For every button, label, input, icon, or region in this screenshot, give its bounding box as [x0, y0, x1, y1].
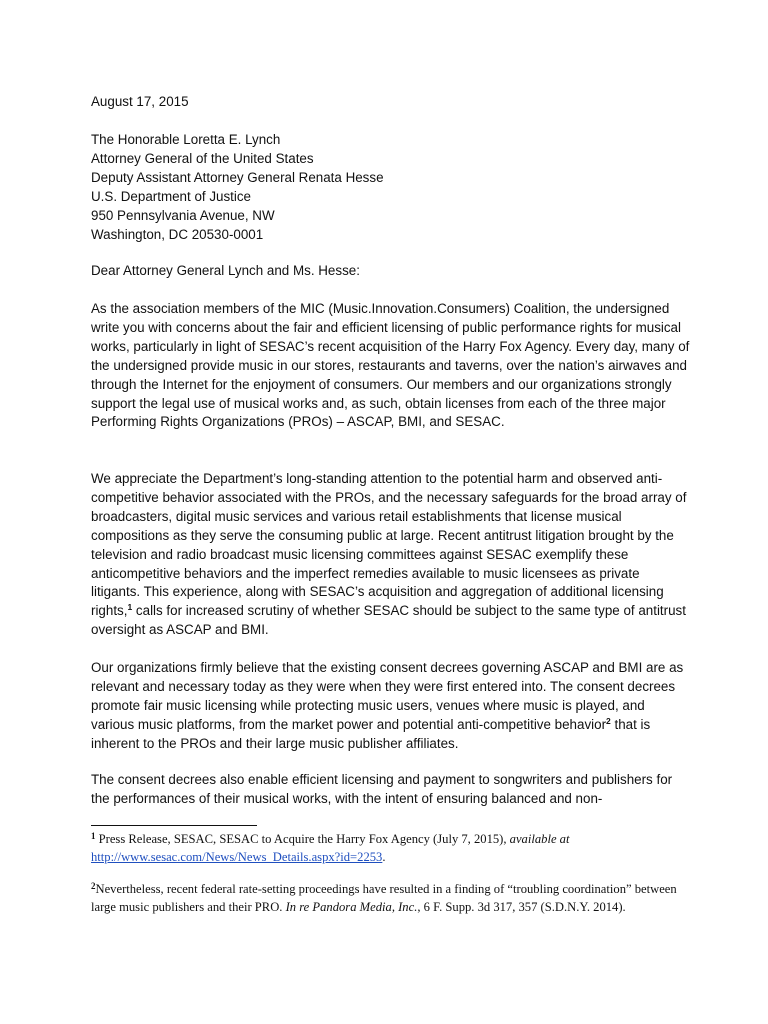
paragraph-4: The consent decrees also enable efficient licensing and payment to songwriters and publishers for the performances of their musical works, with the intent of ensuring balanced and non-	[91, 772, 673, 806]
address-line: U.S. Department of Justice	[91, 188, 252, 204]
paragraph-3	[91, 659, 691, 754]
paragraph-2-text-b: calls for increased scrutiny of whether SESAC should be subject to the same type of antitrust oversight as ASCAP and BMI.	[91, 603, 686, 638]
paragraph-2-text-a: We appreciate the Department’s long-standing attention to the potential harm and observed anti-competitive behavior associated with the PROs, and the necessary safeguards for the broad array of broadcasters, digital music services and various retail establishments that license musical compositions as they serve the consuming public at large. Recent antitrust litigation brought by the television and radio broadcast music licensing committees against SESAC exemplify these anticompetitive behaviors and the imperfect remedies available to music licensees as private litigants. This experience, along with SESAC’s acquisition and aggregation of additional licensing rights,	[91, 471, 687, 619]
footnote-1-text: Press Release, SESAC, SESAC to Acquire the Harry Fox Agency (July 7, 2015),	[95, 832, 510, 846]
paragraph-3-text-b: that is inherent to the PROs and their large music publisher affiliates.	[91, 716, 651, 751]
address-line: Washington, DC 20530-0001	[91, 226, 264, 242]
address-line: The Honorable Loretta E. Lynch	[91, 132, 281, 147]
paragraph-1: As the association members of the MIC (Music.Innovation.Consumers) Coalition, the undersigned write you with concerns about the fair and efficient licensing of public performance rights for musical works, particularly in light of SESAC’s recent acquisition of the Harry Fox Agency. Every day, many of the undersigned provide music in our stores, restaurants and taverns, over the nation’s airwaves and through the Internet for the enjoyment of consumers. Our members and our organizations strongly support the legal use of musical works and, as such, obtain licenses from each of the three major Performing Rights Organizations (PROs) – ASCAP, BMI, and SESAC.	[91, 301, 690, 430]
address-line: Deputy Assistant Attorney General Renata Hesse	[91, 169, 384, 185]
footnote-ref-2[interactable]: 2	[606, 715, 611, 726]
address-line: 950 Pennsylvania Avenue, NW	[91, 207, 275, 223]
letter-date: August 17, 2015	[91, 94, 189, 109]
footnote-divider	[91, 825, 257, 826]
recipient-address	[91, 131, 691, 244]
footnote-1-number: 1	[91, 831, 96, 841]
footnote-ref-1[interactable]: 1	[127, 602, 133, 613]
paragraph-2	[91, 470, 691, 640]
footnote-2	[91, 881, 681, 916]
address-line: Attorney General of the United States	[91, 150, 314, 166]
footnote-1-italic: available at	[509, 832, 570, 846]
footnote-2-text: Nevertheless, recent federal rate-setting proceedings have resulted in a finding of “troubling coordination” between large music publishers and their PRO.	[91, 882, 677, 914]
footnote-1	[91, 831, 681, 866]
paragraph-3-text-a: Our organizations firmly believe that the existing consent decrees governing ASCAP and BMI are as relevant and necessary today as they were when they were first entered into. The consent decrees promote fair music licensing while protecting music users, venues where music is played, and various music platforms, from the market power and potential anti-competitive behavior	[91, 660, 684, 732]
salutation: Dear Attorney General Lynch and Ms. Hesse:	[91, 263, 360, 278]
footnote-1-link[interactable]: http://www.sesac.com/News/News_Details.aspx?id=2253	[91, 849, 383, 864]
footnote-1-end: .	[382, 849, 386, 864]
footnote-2-number: 2	[91, 881, 96, 891]
footnote-2-italic: In re Pandora Media, Inc.	[285, 899, 418, 914]
footnote-2-end: , 6 F. Supp. 3d 317, 357 (S.D.N.Y. 2014).	[417, 899, 626, 914]
